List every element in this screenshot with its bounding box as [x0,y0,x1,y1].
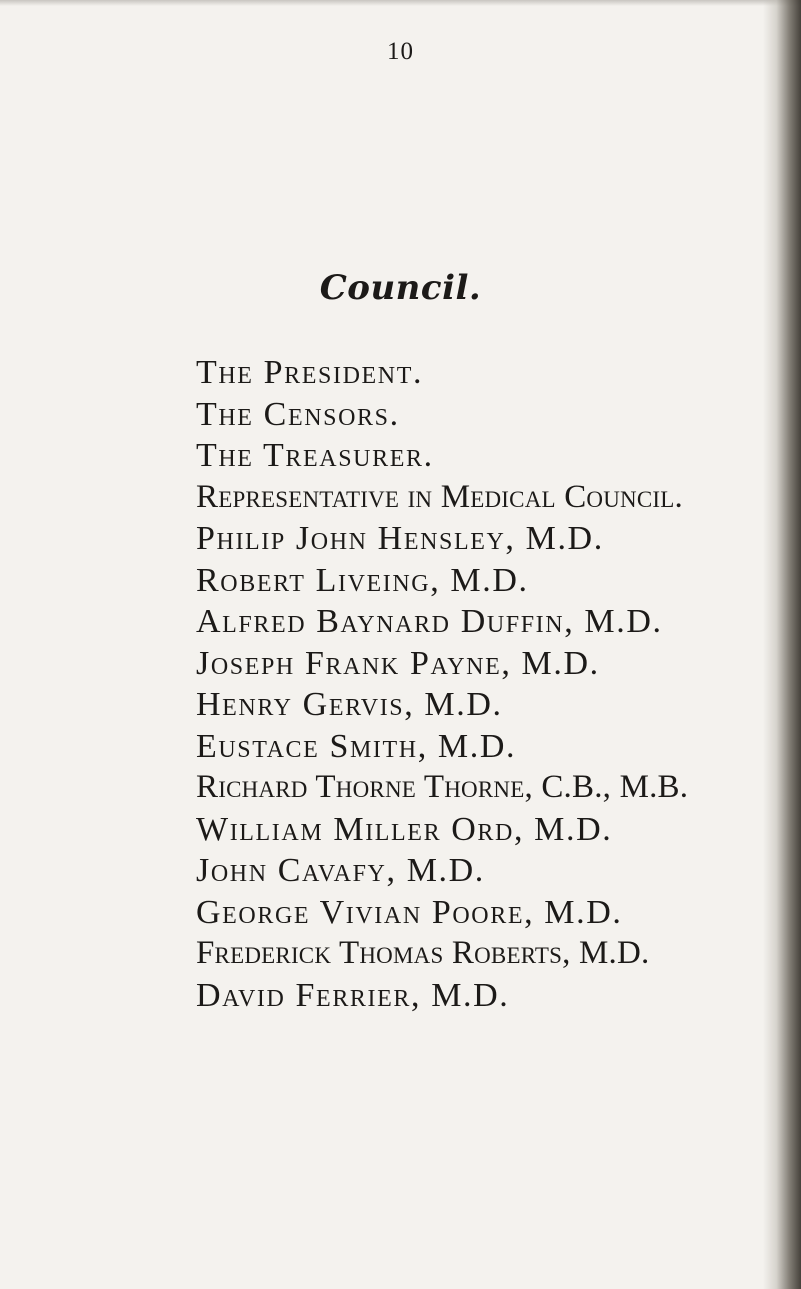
list-item: Eustace Smith, M.D. [196,727,517,765]
council-member-list [196,352,756,1016]
list-item: The Treasurer. [196,437,434,474]
list-item: Frederick Thomas Roberts, M.D. [196,935,650,971]
list-item: William Miller Ord, M.D. [196,810,613,848]
list-item: The Censors. [196,395,400,433]
list-item: Henry Gervis, M.D. [196,686,503,723]
list-item: Representative in Medical Council. [196,478,683,515]
list-item: Robert Liveing, M.D. [196,561,529,599]
list-item: Richard Thorne Thorne, C.B., M.B. [196,769,689,805]
list-item: Joseph Frank Payne, M.D. [196,644,600,682]
list-item: Alfred Baynard Duffin, M.D. [196,603,663,640]
list-item: The President. [196,354,424,391]
page-edge-shadow [763,0,801,1289]
list-item: Philip John Hensley, M.D. [196,520,604,557]
list-item: David Ferrier, M.D. [196,976,510,1014]
list-item: George Vivian Poore, M.D. [196,893,623,931]
page-top-shadow [0,0,801,6]
page-heading: Council. [319,268,482,308]
page-number: 10 [387,38,414,65]
list-item: John Cavafy, M.D. [196,852,485,889]
